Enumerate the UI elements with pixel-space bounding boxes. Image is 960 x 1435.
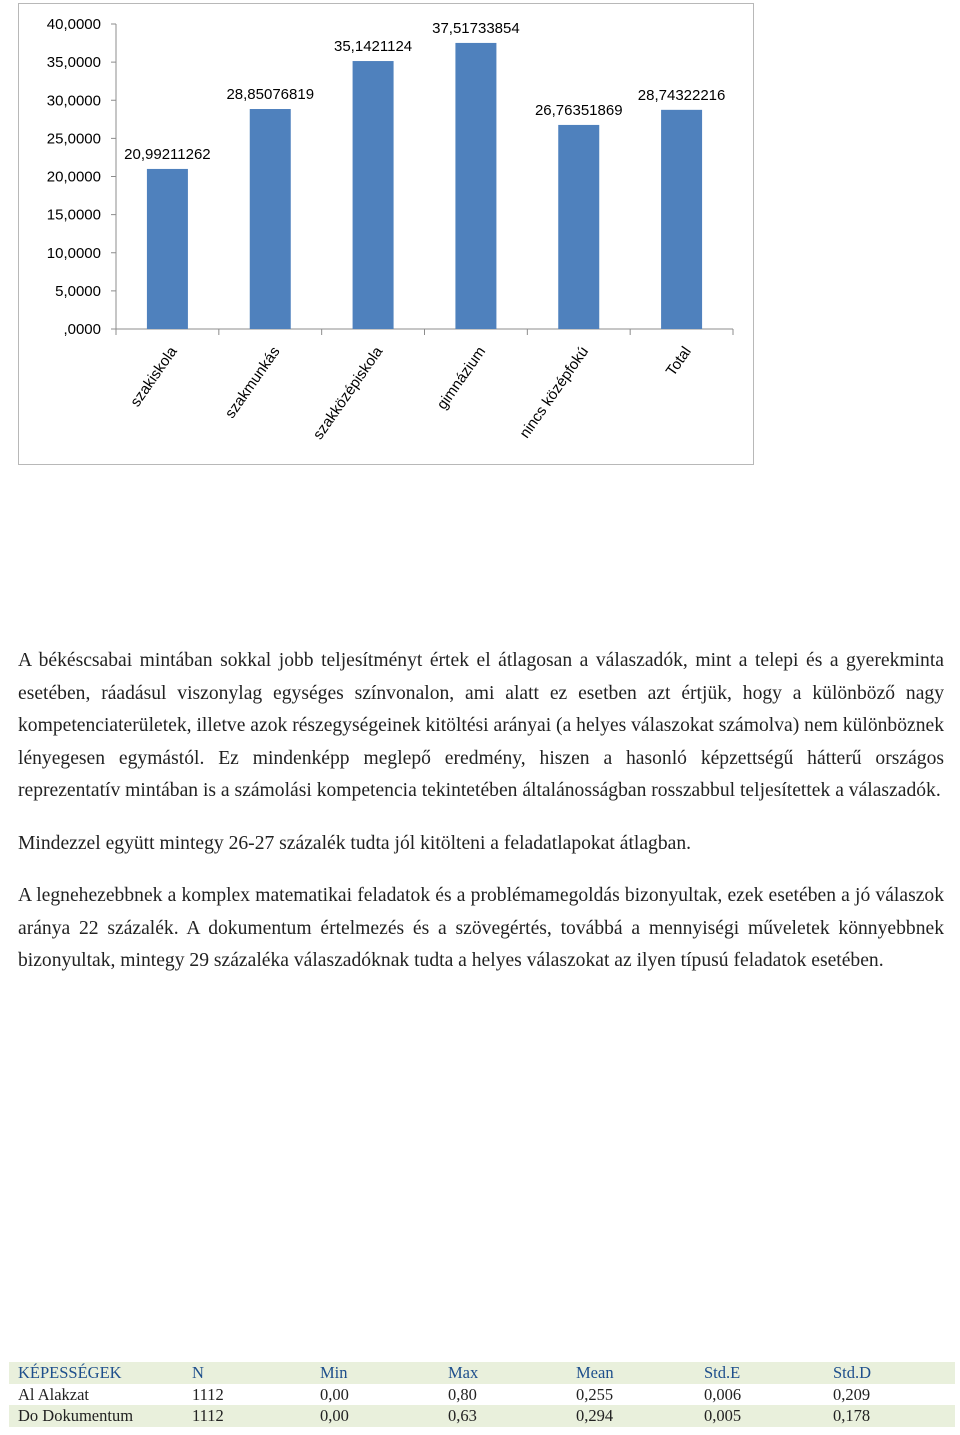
bar-3: [455, 43, 496, 329]
table-row: [9, 1384, 955, 1406]
table-cell: 1112: [192, 1384, 224, 1404]
bar-chart: [18, 3, 754, 465]
y-tick-label: ,0000: [63, 321, 101, 338]
header-cell: Max: [439, 1362, 567, 1384]
bar-5: [661, 110, 702, 329]
data-label-5: 28,74322216: [637, 86, 726, 104]
category-label-3: gimnázium: [433, 343, 490, 413]
bar-2: [353, 61, 394, 329]
table-cell: 1112: [183, 1405, 311, 1427]
y-tick-label: 30,0000: [46, 92, 101, 110]
table-cell: 0,00: [311, 1405, 439, 1427]
header-cell: Std.D: [824, 1362, 955, 1384]
header-cell: Min: [311, 1362, 439, 1384]
table-cell: 0,005: [695, 1405, 824, 1427]
bar-4: [558, 125, 599, 329]
header-cell: N: [183, 1362, 311, 1384]
header-cell: Std.E: [695, 1362, 824, 1384]
table-header-row: [9, 1362, 955, 1384]
table-cell: 0,255: [576, 1384, 614, 1404]
y-tick-label: 40,0000: [46, 16, 101, 33]
table-cell: 0,178: [824, 1405, 955, 1427]
table-cell: 0,63: [439, 1405, 567, 1427]
body-text: [18, 645, 944, 978]
data-label-1: 28,85076819: [226, 86, 315, 104]
table-cell: 0,294: [567, 1405, 695, 1427]
y-tick-label: 5,0000: [55, 282, 101, 300]
table-cell: Do Dokumentum: [9, 1405, 183, 1427]
y-tick-label: 35,0000: [46, 54, 101, 72]
table-cell: 0,80: [448, 1384, 477, 1404]
header-cell: Mean: [567, 1362, 695, 1384]
table-cell: 0,209: [833, 1384, 871, 1404]
bar-1: [250, 109, 291, 329]
category-label-4: nincs középfokú: [516, 343, 593, 442]
category-label-0: szakiskola: [127, 343, 181, 410]
header-cell: KÉPESSÉGEK: [9, 1362, 183, 1384]
category-label-2: szakközépiskola: [309, 343, 387, 443]
y-tick-label: 15,0000: [46, 206, 101, 224]
paragraph-summary: Mindezzel együtt mintegy 26-27 százalék tudta jól kitölteni a feladatlapokat átlagban.: [18, 832, 692, 854]
y-tick-label: 25,0000: [46, 130, 101, 148]
y-tick-label: 10,0000: [46, 244, 101, 262]
paragraph-intro: A békéscsabai mintában sokkal jobb teljesítményt értek el átlagosan a válaszadók, mint a telepi és a gyerekminta esetében, ráadásul viszonylag egységes színvonalon, ami alatt ez esetben azt értjük, hogy a különböző nagy kompetenciaterületek, illetve azok részegységeinek kitöltési arányai (a helyes válaszokat számolva) nem különböznek lényegesen egymástól. Ez mindenképp meglepő eredmény, hiszen a hasonló képzettségű hátterű országos reprezentatív mintában is a számolási kompetencia tekintetében általánosságban rosszabbul teljesítettek a válaszadók.: [18, 650, 944, 801]
paragraph-difficulty: A legnehezebbnek a komplex matematikai feladatok és a problémamegoldás bizonyultak, ezek esetében a jó válaszok aránya 22 százalék. A dokumentum értelmezés és a szövegértés, továbbá a mennyiségi műveletek könnyebbnek bizonyultak, mintegy 29 százaléka válaszadóknak tudta a helyes válaszokat az ilyen típusú feladatok esetében.: [18, 885, 944, 971]
category-labels: [127, 343, 695, 443]
y-tick-label: 20,0000: [46, 168, 101, 186]
table-cell: Al Alakzat: [18, 1384, 90, 1404]
data-label-3: 37,51733854: [432, 19, 520, 37]
bar-chart-canvas: [19, 4, 755, 466]
table-cell: 0,006: [704, 1384, 742, 1404]
bar-0: [147, 169, 188, 329]
data-label-2: 35,1421124: [334, 38, 413, 56]
category-label-5: Total: [662, 343, 695, 380]
data-label-4: 26,76351869: [534, 101, 623, 119]
data-labels: [124, 20, 725, 163]
category-label-1: szakmunkás: [221, 343, 284, 422]
table-cell: 0,00: [320, 1384, 349, 1404]
data-label-0: 20,99211262: [124, 145, 211, 163]
stats-table: [9, 1362, 955, 1427]
table-row: [9, 1405, 955, 1427]
